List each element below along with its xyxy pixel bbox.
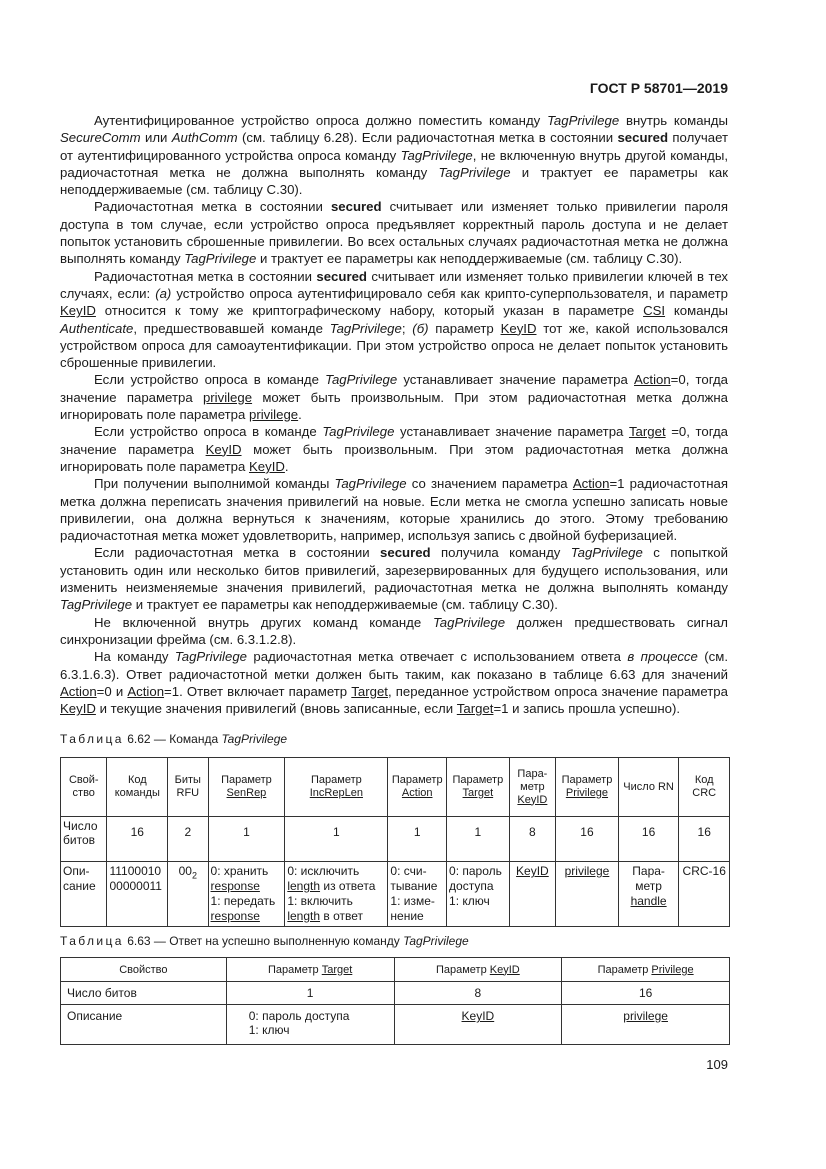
row-label: Число битов [61, 982, 227, 1005]
table-cell: 1 [285, 817, 388, 862]
table-caption-6-63: Таблица 6.63 — Ответ на успешно выполненную команду TagPrivilege [60, 934, 469, 948]
table-cell: 1 [226, 982, 394, 1005]
header-cell: Код команды [107, 758, 168, 817]
table-cell: 0: счи- тывание 1: изме- нение [388, 862, 447, 927]
table-cell: 8 [509, 817, 555, 862]
table-cell: 1 [447, 817, 510, 862]
table-6-62 [60, 757, 730, 927]
row-label: Число битов [61, 817, 107, 862]
table-cell: 1 [208, 817, 285, 862]
table-cell: 8 [394, 982, 562, 1005]
header-cell: Пара- метр KeyID [509, 758, 555, 817]
header-cell: Параметр Target [226, 958, 394, 982]
table-row [61, 1005, 730, 1045]
header-cell: Свойство [61, 958, 227, 982]
table-header-row [61, 758, 730, 817]
table-cell: 11100010 00000011 [107, 862, 168, 927]
table-row [61, 862, 730, 927]
table-cell: CRC-16 [679, 862, 730, 927]
table-cell: privilege [562, 1005, 730, 1045]
document-header: ГОСТ Р 58701—2019 [589, 80, 728, 96]
header-cell: Параметр IncRepLen [285, 758, 388, 817]
header-cell: Свой- ство [61, 758, 107, 817]
table-row [61, 982, 730, 1005]
table-cell: 16 [556, 817, 619, 862]
paragraph: Если радиочастотная метка в состоянии secured получила команду TagPrivilege с попыткой установить один или несколько битов привилегий, зарезервированных для будущего использования, или изменить неизменяемые значения привилегий, радиочастотная метка не должна выполнять команду TagPrivilege и трактует ее параметры как неподдерживаемые (см. таблицу С.30). [60, 545, 728, 613]
paragraph: Если устройство опроса в команде TagPrivilege устанавливает значение параметра Target =0, тогда значение параметра KeyID может быть произвольным. При этом радиочастотная метка должна игнорировать поле параметра KeyID. [60, 424, 729, 474]
table-cell: Пара- метр handle [618, 862, 679, 927]
table-cell: 0: пароль доступа 1: ключ [226, 1005, 394, 1045]
row-label: Описание [61, 1005, 227, 1045]
table-cell: $00_2$ [168, 862, 208, 927]
header-cell: Код CRC [679, 758, 730, 817]
table-caption-6-62: Таблица 6.62 — Команда TagPrivilege [60, 732, 288, 746]
header-cell: Параметр Privilege [556, 758, 619, 817]
paragraph: Аутентифицированное устройство опроса должно поместить команду TagPrivilege внутрь команды SecureComm или AuthComm (см. таблицу 6.28). Если радиочастотная метка в состоянии secured получает от аутентифицированного устройства опроса команду TagPrivilege, не включенную внутрь другой команды, радиочастотная метка не должна выполнять команду TagPrivilege и трактует ее параметры как неподдерживаемые (см. таблицу С.30). [60, 113, 728, 198]
table-cell: privilege [556, 862, 619, 927]
paragraph: Радиочастотная метка в состоянии secured считывает или изменяет только привилегии пароля доступа в том случае, если устройство опроса предъявляет корректный пароль доступа и не делает попыток установить сброшенные привилегии. Во всех остальных случаях радиочастотная метка не должна выполнять команду TagPrivilege и трактует ее параметры как неподдерживаемые (см. таблицу С.30). [60, 199, 728, 267]
header-cell: Параметр KeyID [394, 958, 562, 982]
body-text [60, 112, 728, 717]
table-row [61, 817, 730, 862]
table-cell: 2 [168, 817, 208, 862]
paragraph: При получении выполнимой команды TagPrivilege со значением параметра Action=1 радиочастотная метка должна переписать значения привилегий на новые. Если метка не смогла успешно записать новые привилегии, она должна вернуться к значениям, которые хранились до этого. Этому требованию радиочастотная метка может удовлетворить, например, используя запись с двойной буферизацией. [60, 476, 728, 544]
header-cell: Параметр Action [388, 758, 447, 817]
paragraph: Радиочастотная метка в состоянии secured считывает или изменяет только привилегии ключей в тех случаях, если: (а) устройство опроса аутентифицировало себя как крипто-суперпользователя, и параметр KeyID относится к тому же криптографическому набору, который указан в параметре CSI команды Authenticate, предшествовавшей команде TagPrivilege; (б) параметр KeyID тот же, какой использовался устройством опроса для самоаутентификации. При этом устройство опроса не делает попыток установить сброшенные привилегии. [60, 268, 729, 371]
table-cell: 1 [388, 817, 447, 862]
paragraph: На команду TagPrivilege радиочастотная метка отвечает с использованием ответа в процессе (см. 6.3.1.6.3). Ответ радиочастотной метки должен быть таким, как показано в таблице 6.63 для значений Action=0 и Action=1. Ответ включает параметр Target, переданное устройством опроса значение параметра KeyID и текущие значения привилегий (вновь записанные, если Target=1 и запись прошла успешно). [60, 649, 728, 717]
header-cell: Биты RFU [168, 758, 208, 817]
table-cell: 0: пароль доступа 1: ключ [447, 862, 510, 927]
table-cell: 0: хранить response 1: передать response [208, 862, 285, 927]
paragraph: Если устройство опроса в команде TagPrivilege устанавливает значение параметра Action=0, тогда значение параметра privilege может быть произвольным. При этом радиочастотная метка должна игнорировать поле параметра privilege. [60, 372, 729, 423]
paragraph: Не включенной внутрь других команд команде TagPrivilege должен предшествовать сигнал синхронизации фрейма (см. 6.3.1.2.8). [60, 614, 729, 647]
header-cell: Параметр Target [447, 758, 510, 817]
header-cell: Параметр Privilege [562, 958, 730, 982]
table-cell: 16 [679, 817, 730, 862]
table-6-63 [60, 957, 730, 1045]
page-number: 109 [706, 1057, 728, 1072]
table-cell: KeyID [394, 1005, 562, 1045]
table-cell: 16 [562, 982, 730, 1005]
table-header-row [61, 958, 730, 982]
table-cell: KeyID [509, 862, 555, 927]
table-cell: 16 [618, 817, 679, 862]
header-cell: Параметр SenRep [208, 758, 285, 817]
header-cell: Число RN [618, 758, 679, 817]
table-cell: 16 [107, 817, 168, 862]
row-label: Опи- сание [61, 862, 107, 927]
table-cell: 0: исключить length из ответа 1: включить length в ответ [285, 862, 388, 927]
